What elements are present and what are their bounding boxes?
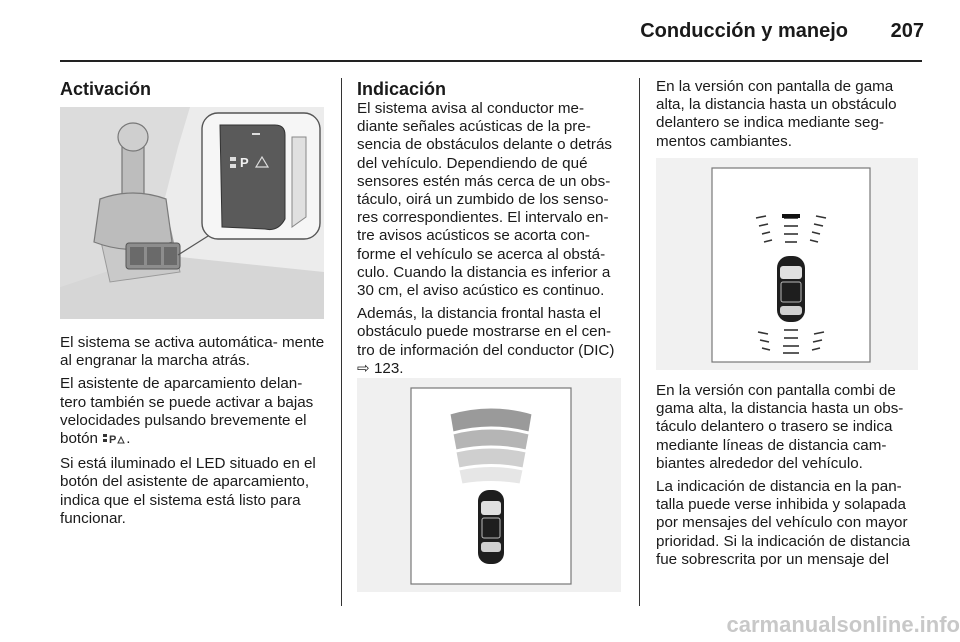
right-column-top — [656, 78, 922, 156]
middle-column — [357, 78, 624, 383]
changing-segments-diagram — [656, 158, 918, 370]
watermark: carmanualsonline.info — [726, 612, 960, 637]
console-illustration — [60, 107, 324, 319]
paragraph-acoustic-warning: El sistema avisa al conductor me- diante señales acústicas de la pre- sencia de obstáculos delante o detrás del vehículo. Dependiendo de qué sensores estén más cerca de un obs- táculo, oirá un zumbido de los senso- res correspondientes. El intervalo en- tre avisos acústicos se acorta con- forme el vehículo se acerca al obstá- culo. Cuando la distancia es inferior a 30 cm, el aviso acústico es continuo. — [357, 100, 612, 300]
left-column — [60, 78, 324, 100]
svg-text:P: P — [240, 155, 249, 170]
page-reference: 123. — [373, 359, 404, 377]
column-divider-2 — [639, 78, 640, 606]
paragraph-activation-auto: El sistema se activa automática- mente al engranar la marcha atrás. — [60, 334, 325, 370]
paragraph-front-assist-text: El asistente de aparcamiento delan- tero también se puede activar a bajas velocidades pulsando brevemente el botón — [60, 375, 314, 448]
paragraph-high-display: En la versión con pantalla de gama alta, la distancia hasta un obstáculo delantero se indica mediante seg- mentos cambiantes. — [656, 78, 897, 150]
high-display-figure — [656, 158, 918, 370]
section-heading-activacion: Activación — [60, 79, 152, 99]
header-rule — [60, 60, 922, 62]
page-reference-arrow-icon: ⇨ — [357, 359, 370, 377]
paragraph-dic-text: Además, la distancia frontal hasta el obstáculo puede mostrarse en el cen- tro de información del conductor (DIC) — [357, 305, 615, 359]
paragraph-front-assist — [60, 375, 326, 450]
paragraph-dic — [357, 305, 624, 378]
paragraph-combi-display: En la versión con pantalla combi de gama alta, la distancia hasta un obs- táculo delantero o trasero se indica mediante líneas de distancia cam- biantes alrededor del vehículo. — [656, 382, 904, 472]
park-assist-button-icon — [102, 432, 126, 450]
segment-distance-diagram — [357, 378, 621, 592]
park-assist-button-label: P — [109, 434, 117, 446]
paragraph-front-assist-end: . — [126, 430, 131, 448]
column-divider-1 — [341, 78, 342, 606]
park-assist-button-photo — [60, 107, 324, 319]
paragraph-led: Si está iluminado el LED situado en el botón del asistente de aparcamiento, indica que el sistema está listo para funcionar. — [60, 455, 316, 527]
paragraph-inhibited: La indicación de distancia en la pan- talla puede verse inhibida y solapada por mensajes del vehículo con mayor prioridad. Si la indicación de distancia fue sobrescrita por un mensaje del — [656, 478, 911, 568]
running-header-title: Conducción y manejo — [640, 20, 848, 42]
left-column-text — [60, 334, 326, 533]
right-column-bottom — [656, 382, 922, 574]
section-heading-indicacion: Indicación — [357, 79, 447, 99]
page-number: 207 — [890, 20, 924, 42]
dic-segment-display-figure — [357, 378, 621, 592]
